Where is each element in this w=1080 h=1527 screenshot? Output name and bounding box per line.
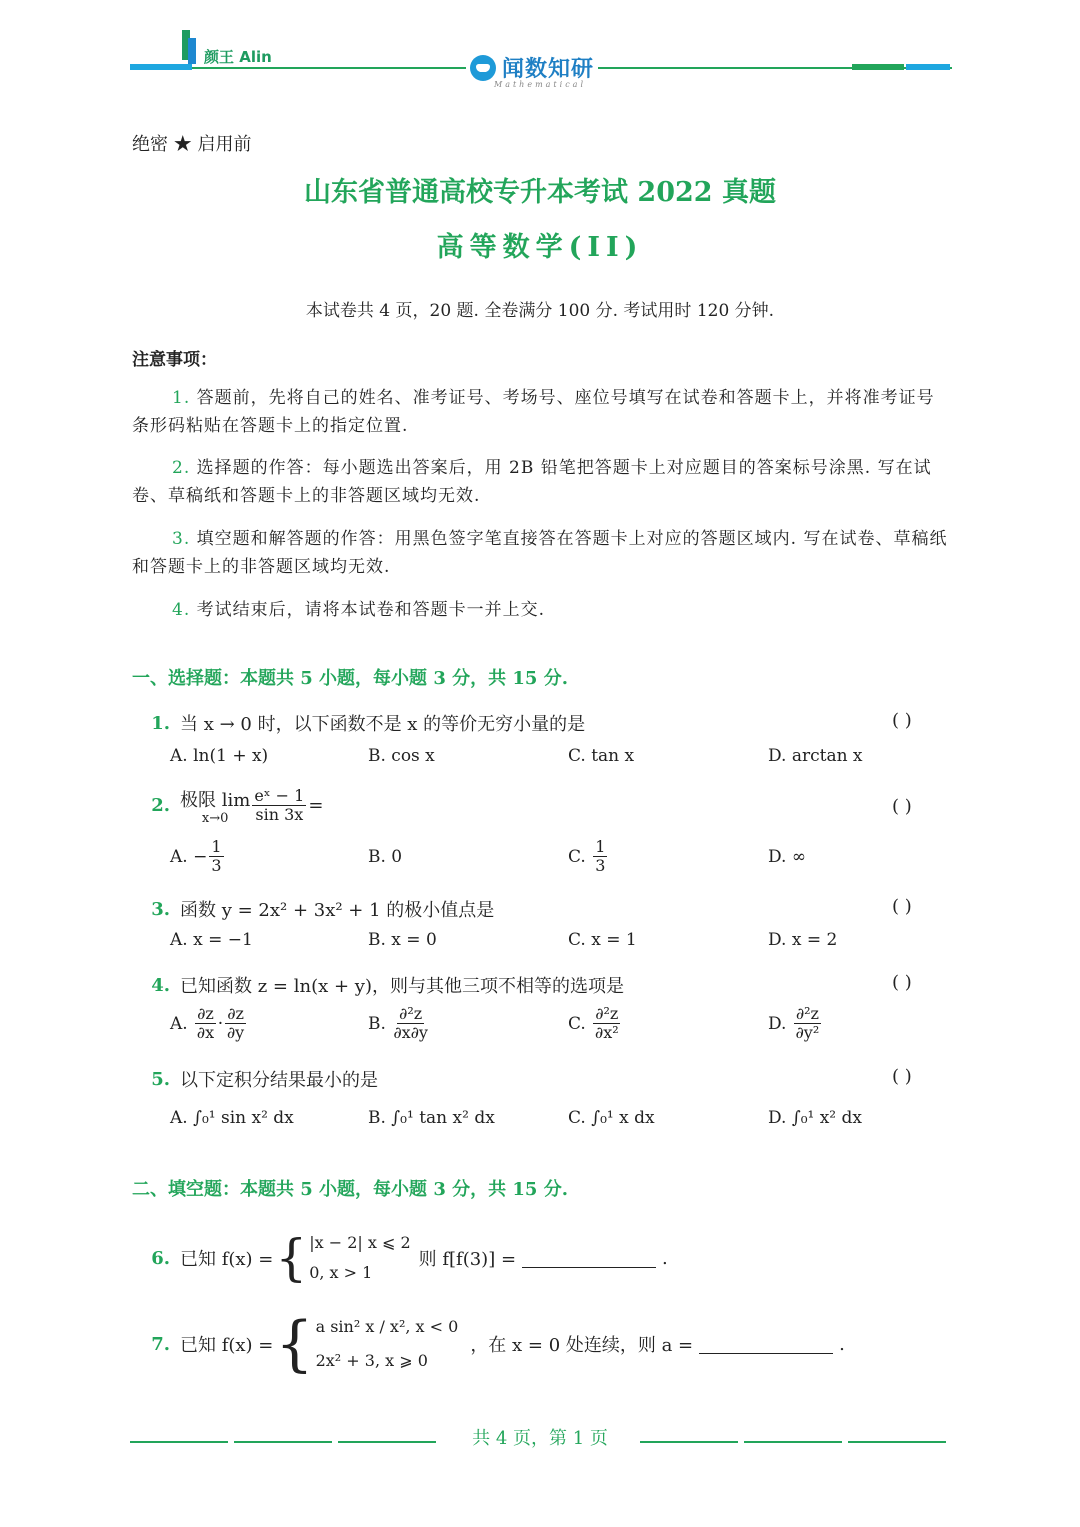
answer-paren: ( ) (892, 1066, 912, 1087)
option-fraction (393, 1005, 428, 1042)
notice-text: 考试结束后，请将本试卷和答题卡一并上交. (196, 600, 546, 620)
question-number: 5. (151, 1068, 170, 1090)
exam-info: 本试卷共 4 页，20 题. 全卷满分 100 分. 考试用时 120 分钟. (305, 301, 775, 321)
limit-subscript: x→0 (201, 811, 229, 826)
question-text: 以下定积分结果最小的是 (180, 1070, 378, 1091)
option-fraction (209, 838, 223, 875)
numerator: ∂²z (795, 1004, 819, 1023)
option-label: C. (568, 846, 586, 867)
question-2 (132, 786, 323, 825)
question-5 (132, 1066, 378, 1092)
option-label: B. (368, 1013, 386, 1034)
numerator: ∂z (227, 1004, 244, 1023)
section-heading-choice: 一、选择题：本题共 5 小题，每小题 3 分，共 15 分. (132, 668, 568, 689)
option-a (170, 1005, 248, 1042)
numerator: 1 (211, 837, 222, 856)
graduation-cap-icon (470, 55, 496, 81)
brace-icon: { (275, 1229, 308, 1287)
question-post-text: 则 f[f(3)] = (418, 1249, 517, 1270)
section-heading-fill: 二、填空题：本题共 5 小题，每小题 3 分，共 15 分. (132, 1179, 568, 1200)
denominator: 3 (595, 856, 606, 875)
option-fraction (225, 1005, 246, 1042)
denominator: ∂x (196, 1023, 215, 1042)
notice-item (132, 384, 950, 440)
notice-item (132, 596, 950, 624)
answer-paren: ( ) (892, 972, 912, 993)
answer-blank (699, 1335, 833, 1354)
option-c: C. tan x (568, 746, 635, 766)
numerator: ∂²z (595, 1004, 619, 1023)
question-text: 当 x → 0 时，以下函数不是 x 的等价无穷小量的是 (180, 714, 586, 735)
option-label: C. (568, 1013, 586, 1034)
option-a: A. x = −1 (170, 930, 253, 950)
question-end: . (839, 1333, 845, 1355)
footer-line (744, 1441, 842, 1443)
notice-num: 1. (172, 388, 191, 408)
question-text: 已知函数 z = ln(x + y)，则与其他三项不相等的选项是 (180, 976, 624, 997)
numerator: ∂z (197, 1004, 214, 1023)
question-3 (132, 896, 494, 922)
answer-paren: ( ) (892, 710, 912, 731)
logo-icon (182, 30, 202, 66)
notice-num: 3. (172, 529, 191, 549)
header-bar-blue-right (906, 64, 950, 70)
question-end: . (662, 1247, 668, 1269)
option-label: A. − (170, 846, 208, 867)
denominator: ∂y² (795, 1023, 820, 1042)
piecewise-cases (316, 1310, 459, 1378)
question-4 (132, 972, 624, 998)
option-c: C. x = 1 (568, 930, 637, 950)
option-label: D. (768, 1013, 787, 1034)
question-number: 7. (151, 1333, 170, 1355)
page-title: 山东省普通高校专升本考试 2022 真题 (304, 177, 776, 208)
option-b: B. 0 (368, 847, 403, 867)
numerator: eˣ − 1 (254, 786, 305, 805)
option-d (768, 1005, 823, 1042)
option-a: A. ∫₀¹ sin x² dx (170, 1108, 294, 1128)
notice-text: 答题前，先将自己的姓名、准考证号、考场号、座位号填写在试卷和答题卡上，并将准考证号条形码粘贴在答题卡上的指定位置. (132, 388, 935, 436)
case-2: 0, x > 1 (309, 1263, 373, 1282)
question-1 (132, 710, 585, 736)
option-c (568, 1005, 622, 1042)
question-number: 4. (151, 974, 170, 996)
case-2: 2x² + 3, x ⩾ 0 (315, 1351, 428, 1370)
page-number: 共 4 页，第 1 页 (472, 1428, 608, 1449)
question-text: 已知 f(x) = (180, 1249, 274, 1270)
question-number: 2. (151, 795, 170, 816)
brand (466, 52, 598, 83)
multiply-dot: · (217, 1013, 224, 1034)
option-label: A. (170, 1013, 188, 1034)
question-text: 已知 f(x) = (180, 1335, 274, 1356)
question-number: 6. (151, 1247, 170, 1269)
page-subtitle: 高等数学(II) (436, 232, 644, 263)
case-1: a sin² x / x², x < 0 (315, 1317, 459, 1336)
option-b (368, 1005, 430, 1042)
footer-line (640, 1441, 738, 1443)
question-text: 函数 y = 2x² + 3x² + 1 的极小值点是 (180, 900, 495, 921)
denominator: 3 (211, 856, 222, 875)
answer-paren: ( ) (892, 896, 912, 917)
option-fraction (593, 838, 607, 875)
notice-item (132, 454, 950, 510)
case-1: |x − 2| x ⩽ 2 (309, 1233, 411, 1252)
brand-name: 闻数知研 (502, 57, 595, 82)
notice-text: 填空题和解答题的作答：用黑色签字笔直接答在答题卡上对应的答题区域内. 写在试卷、草稿纸和答题卡上的非答题区域均无效. (132, 529, 948, 577)
option-a: A. ln(1 + x) (170, 746, 269, 766)
notice-num: 4. (172, 600, 191, 620)
option-fraction (794, 1005, 821, 1042)
option-fraction (593, 1005, 620, 1042)
limit-fraction (252, 787, 306, 824)
numerator: ∂²z (399, 1004, 423, 1023)
numerator: 1 (595, 837, 606, 856)
option-c: C. ∫₀¹ x dx (568, 1108, 655, 1128)
option-a (170, 838, 226, 875)
option-fraction (195, 1005, 216, 1042)
option-c (568, 838, 609, 875)
option-d: D. ∫₀¹ x² dx (768, 1108, 862, 1128)
answer-paren: ( ) (892, 796, 912, 817)
notice-num: 2. (172, 458, 191, 478)
option-d: D. arctan x (768, 746, 863, 766)
equals-sign: = (308, 795, 324, 816)
option-d: D. ∞ (768, 847, 806, 867)
option-b: B. ∫₀¹ tan x² dx (368, 1108, 495, 1128)
logo-text: 颜王 Alin (204, 48, 272, 66)
option-b: B. cos x (368, 746, 435, 766)
denominator: ∂y (226, 1023, 245, 1042)
secret-label: 绝密 ★ 启用前 (132, 134, 252, 155)
limit-text: 极限 lim (180, 790, 251, 811)
question-6 (132, 1228, 668, 1288)
option-b: B. x = 0 (368, 930, 437, 950)
question-post-text: ，在 x = 0 处连续，则 a = (470, 1335, 694, 1356)
footer-line (848, 1441, 946, 1443)
notice-item (132, 525, 950, 581)
denominator: ∂x∂y (393, 1023, 428, 1042)
answer-blank (522, 1249, 656, 1268)
notice-text: 选择题的作答：每小题选出答案后，用 2B 铅笔把答题卡上对应题目的答案标号涂黑. 写在试卷、草稿纸和答题卡上的非答题区域均无效. (132, 458, 932, 506)
denominator: ∂x² (594, 1023, 619, 1042)
piecewise-cases (309, 1228, 410, 1288)
question-number: 3. (151, 898, 170, 920)
question-number: 1. (151, 712, 170, 734)
brace-icon: { (275, 1309, 314, 1379)
option-d: D. x = 2 (768, 930, 838, 950)
brand-subtitle: Mathematical (494, 80, 586, 89)
notice-heading: 注意事项： (132, 350, 217, 370)
denominator: sin 3x (255, 805, 304, 824)
header-bar-green-right (852, 64, 904, 70)
limit-expr (180, 786, 250, 825)
question-7 (132, 1310, 845, 1378)
